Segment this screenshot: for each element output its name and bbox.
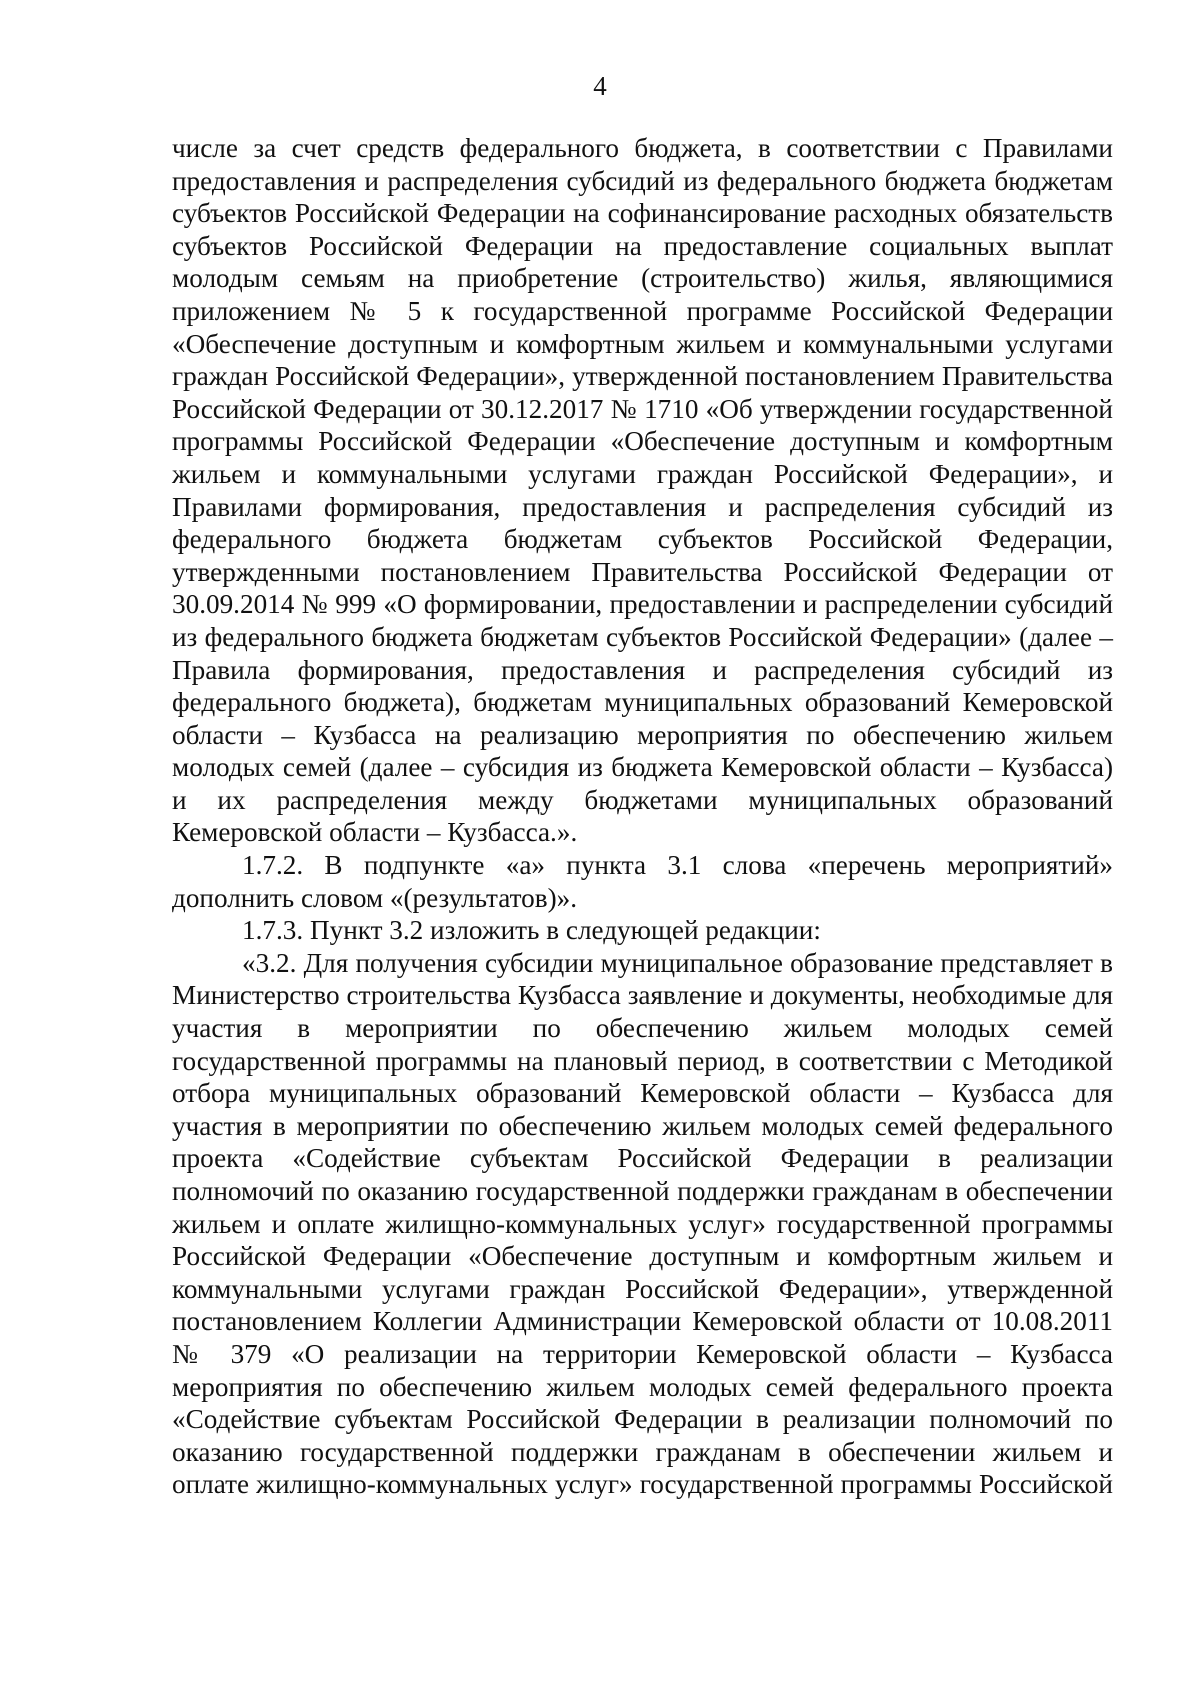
paragraph-1-7-3: 1.7.3. Пункт 3.2 изложить в следующей редакции: xyxy=(242,915,821,946)
page-number: 4 xyxy=(593,71,607,101)
paragraph-3-2: «3.2. Для получения субсидии муниципальное образование представляет в Министерство строительства Кузбасса заявление и документы, необходимые для участия в мероприятии по обеспечению жильем молодых семей государственной программы на плановый период, в соответствии с Методикой отбора муниципальных образований Кемеровской области – Кузбасса для участия в мероприятии по обеспечению жильем молодых семей федерального проекта «Содействие субъектам Российской Федерации в реализации полномочий по оказанию государственной поддержки гражданам в обеспечении жильем и оплате жилищно-коммунальных услуг» государственной программы Российской Федерации «Обеспечение доступным и комфортным жильем и коммунальными услугами граждан Российской Федерации», утвержденной постановлением Коллегии Администрации Кемеровской области от 10.08.2011 № 379 «О реализации на территории Кемеровской области – Кузбасса мероприятия по обеспечению жильем молодых семей федерального проекта «Содействие субъектам Российской Федерации в реализации полномочий по оказанию государственной поддержки гражданам в обеспечении жильем и оплате жилищно-коммунальных услуг» государственной программы Российской xyxy=(172,947,1113,1500)
document-body xyxy=(172,132,1113,1501)
paragraph-1: числе за счет средств федерального бюджета, в соответствии с Правилами предоставления и распределения субсидий из федерального бюджета бюджетам субъектов Российской Федерации на софинансирование расходных обязательств субъектов Российской Федерации на предоставление социальных выплат молодым семьям на приобретение (строительство) жилья, являющимися приложением № 5 к государственной программе Российской Федерации «Обеспечение доступным и комфортным жильем и коммунальными услугами граждан Российской Федерации», утвержденной постановлением Правительства Российской Федерации от 30.12.2017 № 1710 «Об утверждении государственной программы Российской Федерации «Обеспечение доступным и комфортным жильем и коммунальными услугами граждан Российской Федерации», и Правилами формирования, предоставления и распределения субсидий из федерального бюджета бюджетам субъектов Российской Федерации, утвержденными постановлением Правительства Российской Федерации от 30.09.2014 № 999 «О формировании, предоставлении и распределении субсидий из федерального бюджета бюджетам субъектов Российской Федерации» (далее – Правила формирования, предоставления и распределения субсидий из федерального бюджета), бюджетам муниципальных образований Кемеровской области – Кузбасса на реализацию мероприятия по обеспечению жильем молодых семей (далее – субсидия из бюджета Кемеровской области – Кузбасса) и их распределения между бюджетами муниципальных образований Кемеровской области – Кузбасса.». xyxy=(172,133,1113,848)
paragraph-1-7-2: 1.7.2. В подпункте «а» пункта 3.1 слова «перечень мероприятий» дополнить словом «(результатов)». xyxy=(172,850,1113,913)
